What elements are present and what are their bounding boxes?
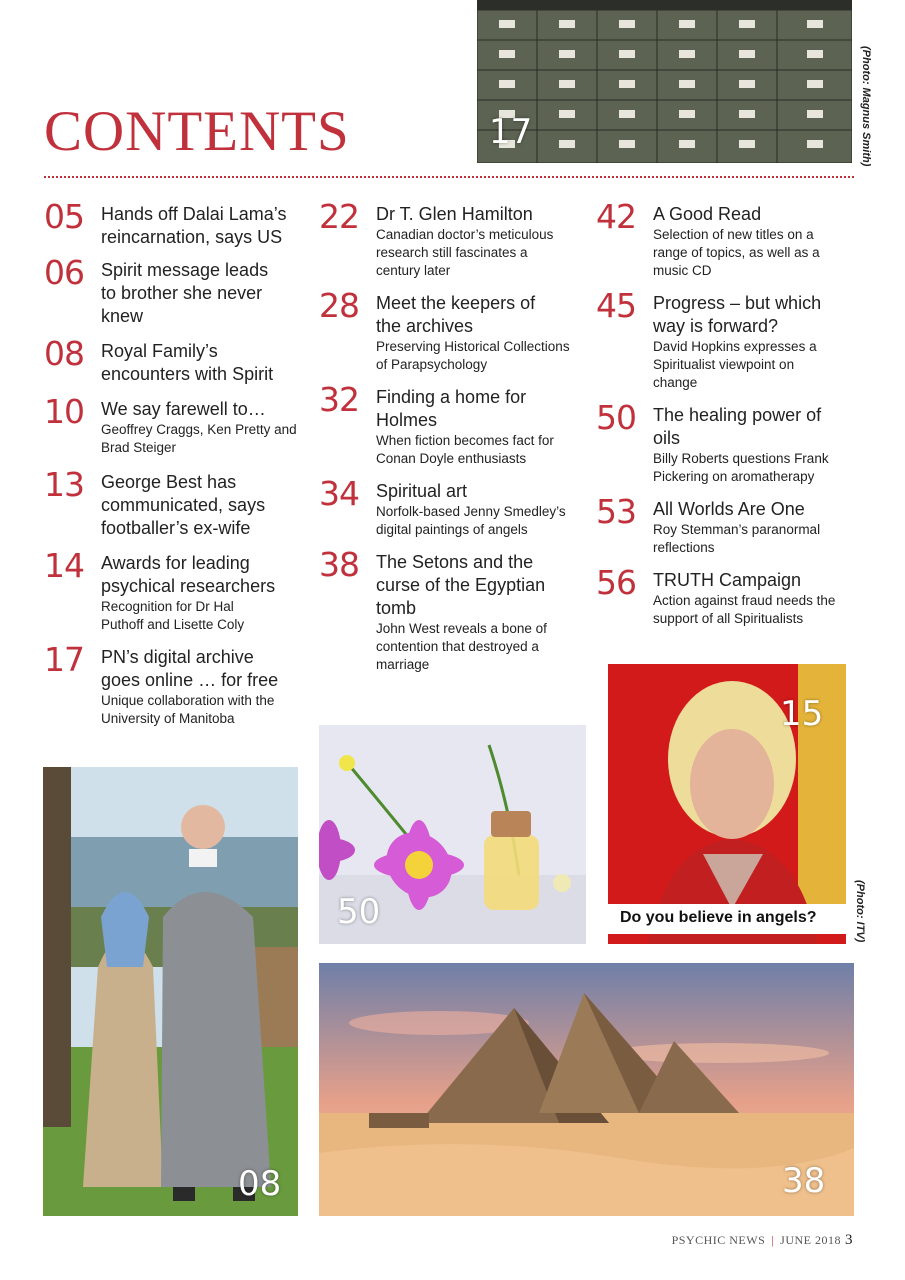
- entry-title: The Setons and the curse of the Egyptian tomb: [376, 552, 546, 618]
- photo-page-number: 50: [337, 892, 381, 932]
- contents-entry[interactable]: [596, 398, 858, 486]
- publication-name: PSYCHIC NEWS: [671, 1233, 766, 1247]
- entry-description: Recognition for Dr Hal Puthoff and Lisette Coly: [101, 599, 245, 632]
- contents-column-3: [596, 197, 858, 628]
- contents-entry[interactable]: [596, 286, 858, 392]
- divider: [44, 176, 854, 178]
- entry-title: Progress – but which way is forward?: [653, 293, 822, 336]
- contents-column-1: [44, 197, 304, 728]
- archive-photo: [477, 0, 852, 163]
- entry-description: When fiction becomes fact for Conan Doyle enthusiasts: [376, 433, 554, 466]
- contents-entry[interactable]: [44, 253, 304, 328]
- entry-page-number: 42: [596, 197, 636, 236]
- contents-entry[interactable]: [44, 392, 304, 457]
- photo-page-number: 38: [782, 1161, 826, 1201]
- entry-title: A Good Read: [653, 204, 762, 224]
- entry-page-number: 13: [44, 465, 84, 504]
- entry-title: Finding a home for Holmes: [376, 387, 527, 430]
- entry-page-number: 53: [596, 492, 636, 531]
- entry-title: Royal Family’s encounters with Spirit: [101, 341, 274, 384]
- royals-photo: [43, 767, 298, 1216]
- entry-description: John West reveals a bone of contention that destroyed a marriage: [376, 621, 547, 672]
- entry-page-number: 06: [44, 253, 84, 292]
- entry-title: We say farewell to…: [101, 399, 266, 419]
- entry-title: Hands off Dalai Lama’s reincarnation, says US: [101, 204, 287, 247]
- contents-entry[interactable]: [319, 197, 581, 280]
- entry-title: The healing power of oils: [653, 405, 822, 448]
- entry-page-number: 17: [44, 640, 84, 679]
- entry-description: Roy Stemman’s paranormal reflections: [653, 522, 821, 555]
- contents-entry[interactable]: [319, 545, 581, 674]
- entry-title: All Worlds Are One: [653, 499, 805, 519]
- entry-page-number: 28: [319, 286, 359, 325]
- contents-entry[interactable]: [319, 474, 581, 539]
- entry-description: David Hopkins expresses a Spiritualist viewpoint on change: [653, 339, 817, 390]
- entry-title: George Best has communicated, says footballer’s ex-wife: [101, 472, 266, 538]
- entry-description: Geoffrey Craggs, Ken Pretty and Brad Steiger: [101, 422, 297, 455]
- entry-title: Meet the keepers of the archives: [376, 293, 536, 336]
- tv-photo: [608, 664, 846, 944]
- issue-date: JUNE 2018: [780, 1233, 841, 1247]
- pyramids-photo: [319, 963, 854, 1216]
- entry-page-number: 45: [596, 286, 636, 325]
- contents-column-2: [319, 197, 581, 674]
- page-footer: [672, 1232, 853, 1249]
- photo-page-number: 17: [489, 112, 533, 152]
- photo-credit: (Photo: ITV): [854, 880, 866, 943]
- contents-entry[interactable]: [44, 334, 304, 386]
- contents-entry[interactable]: [596, 563, 858, 628]
- entry-description: Unique collaboration with the University of Manitoba: [101, 693, 275, 726]
- entry-description: Norfolk-based Jenny Smedley’s digital paintings of angels: [376, 504, 566, 537]
- entry-title: TRUTH Campaign: [653, 570, 802, 590]
- entry-description: Action against fraud needs the support of all Spiritualists: [653, 593, 836, 626]
- contents-entry[interactable]: [596, 197, 858, 280]
- entry-description: Preserving Historical Collections of Parapsychology: [376, 339, 570, 372]
- tv-caption: Do you believe in angels?: [620, 909, 817, 926]
- entry-description: Billy Roberts questions Frank Pickering on aromatherapy: [653, 451, 829, 484]
- page-title: contents: [44, 77, 350, 168]
- entry-title: Awards for leading psychical researchers: [101, 553, 276, 596]
- entry-page-number: 22: [319, 197, 359, 236]
- contents-entry[interactable]: [596, 492, 858, 557]
- entry-page-number: 34: [319, 474, 359, 513]
- photo-page-number: 08: [238, 1164, 282, 1204]
- contents-entry[interactable]: [44, 640, 304, 728]
- entry-page-number: 14: [44, 546, 84, 585]
- entry-page-number: 38: [319, 545, 359, 584]
- page-number: 3: [845, 1232, 853, 1248]
- photo-page-number: 15: [780, 694, 824, 734]
- entry-description: Canadian doctor’s meticulous research still fascinates a century later: [376, 227, 554, 278]
- entry-title: Spirit message leads to brother she never knew: [101, 260, 269, 326]
- entry-page-number: 32: [319, 380, 359, 419]
- entry-title: Spiritual art: [376, 481, 468, 501]
- contents-entry[interactable]: [44, 546, 304, 634]
- oils-photo: [319, 725, 586, 944]
- entry-page-number: 08: [44, 334, 84, 373]
- footer-separator: |: [771, 1233, 775, 1247]
- entry-page-number: 50: [596, 398, 636, 437]
- entry-title: PN’s digital archive goes online … for free: [101, 647, 279, 690]
- entry-title: Dr T. Glen Hamilton: [376, 204, 533, 224]
- photo-credit: (Photo: Magnus Smith): [860, 46, 872, 167]
- entry-page-number: 56: [596, 563, 636, 602]
- entry-page-number: 10: [44, 392, 84, 431]
- contents-entry[interactable]: [44, 197, 304, 249]
- contents-entry[interactable]: [44, 465, 304, 540]
- entry-page-number: 05: [44, 197, 84, 236]
- entry-description: Selection of new titles on a range of topics, as well as a music CD: [653, 227, 820, 278]
- contents-entry[interactable]: [319, 380, 581, 468]
- contents-entry[interactable]: [319, 286, 581, 374]
